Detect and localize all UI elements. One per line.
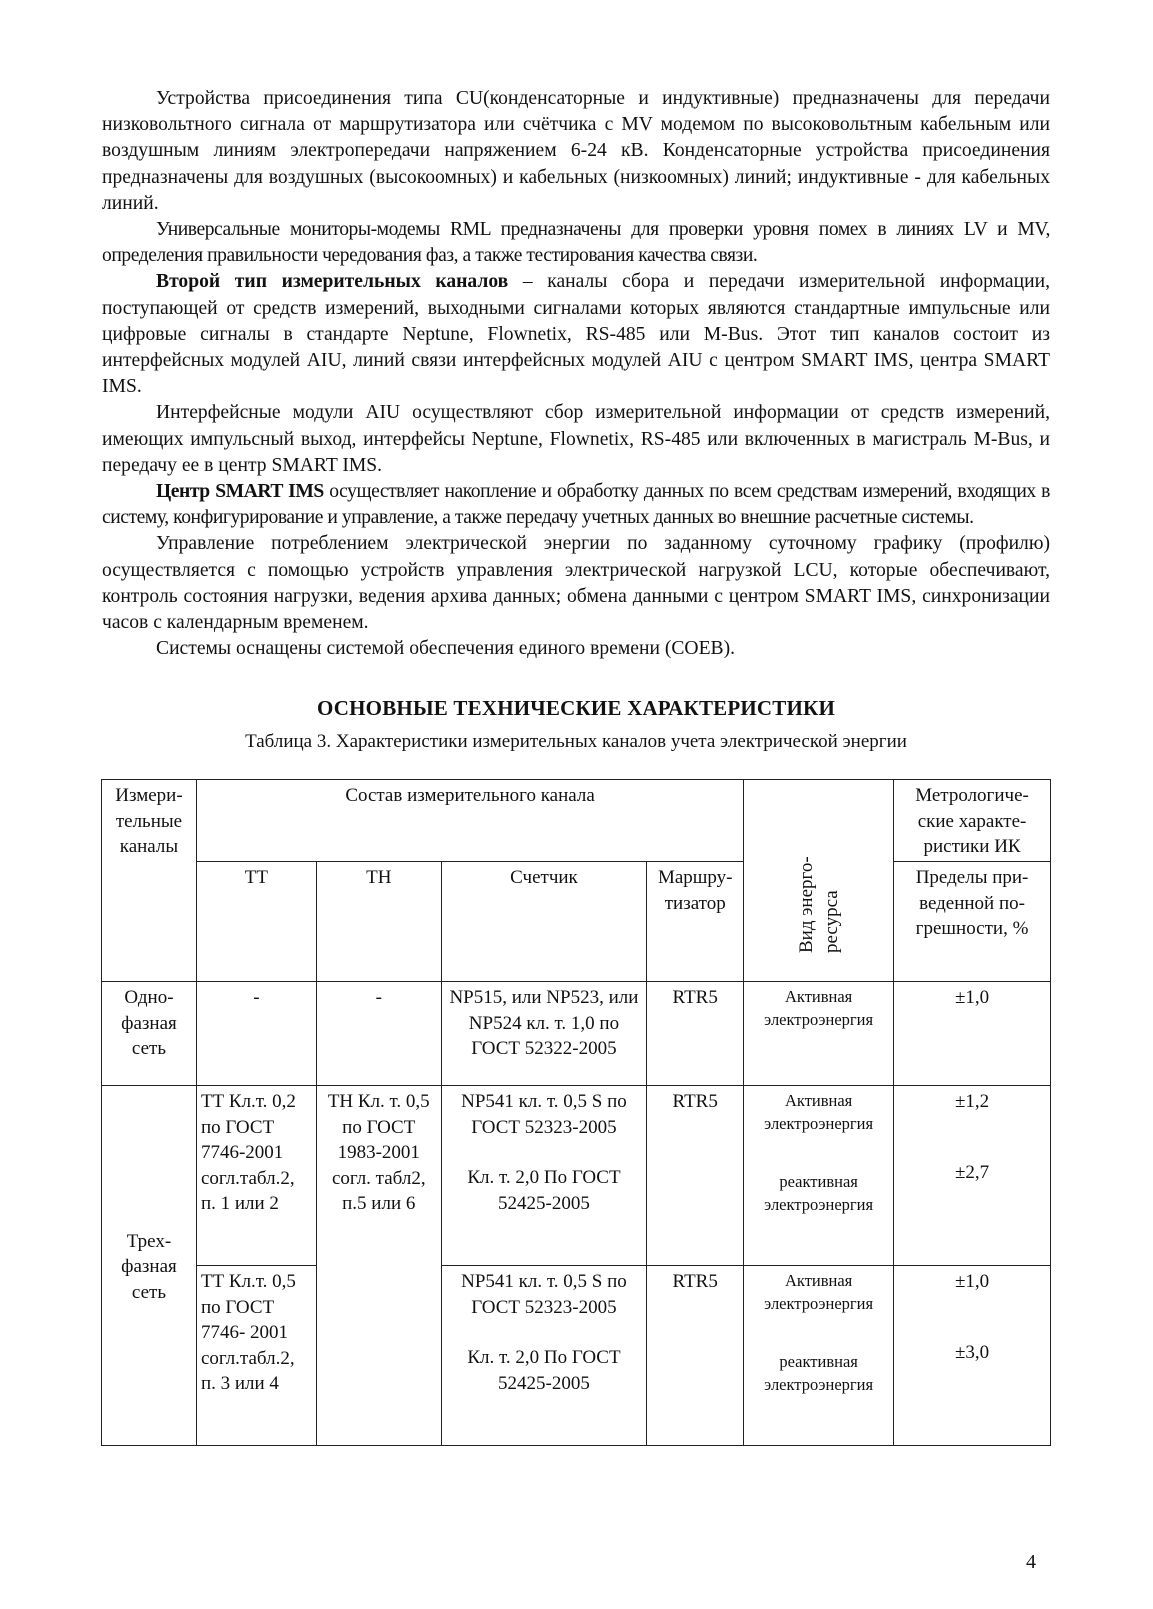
section-heading: ОСНОВНЫЕ ТЕХНИЧЕСКИЕ ХАРАКТЕРИСТИКИ xyxy=(316,696,835,721)
paragraph-second-type xyxy=(102,269,1050,400)
cell-resource xyxy=(744,1086,894,1266)
cell-error-active: ±1,2 xyxy=(954,1091,990,1112)
cell-router: RTR5 xyxy=(647,982,744,1086)
header-composition: Состав измерительного канала xyxy=(196,780,743,862)
paragraph-second-type-bold: Второй тип измерительных каналов xyxy=(156,271,509,293)
paragraph-smart-ims-text: осуществляет накопление и обработку данных по всем средствам измерений, входящих в систему, конфигурирование и управление, а также передачу учетных данных во внешние расчетные системы. xyxy=(102,481,1050,529)
header-resource-text: Вид энерго-ресурса xyxy=(795,856,842,954)
cell-tt: ТТ Кл.т. 0,5 по ГОСТ 7746- 2001 согл.табл.2, п. 3 или 4 xyxy=(196,1266,316,1446)
cell-error-reactive: ±3,0 xyxy=(954,1341,990,1363)
document-body xyxy=(102,86,1050,763)
table-row-single-phase xyxy=(102,982,1051,1086)
header-metrological: Метрологиче-ские характе-ристики ИК xyxy=(894,780,1051,862)
paragraph-time-system: Системы оснащены системой обеспечения единого времени (СОЕВ). xyxy=(156,638,736,660)
cell-error xyxy=(894,1266,1051,1446)
paragraph-smart-ims-bold: Центр SMART IMS xyxy=(156,481,324,503)
cell-error: ±1,0 xyxy=(894,982,1051,1086)
header-router: Маршру-тизатор xyxy=(647,862,744,982)
characteristics-table xyxy=(101,779,1051,1446)
cell-router: RTR5 xyxy=(647,1266,744,1446)
cell-meter-reactive: Кл. т. 2,0 По ГОСТ 52425-2005 xyxy=(467,1167,621,1214)
cell-tn: - xyxy=(316,982,441,1086)
paragraph-cu-devices: Устройства присоединения типа CU(конденсаторные и индуктивные) предназначены для передачи низковольтного сигнала от маршрутизатора или счётчика с MV модемом по высоковольтным кабельным или воздушным линиям электропередачи напряжением 6-24 кВ. Конденсаторные устройства присоединения предназначены для воздушных (высокоомных) и кабельных (низкоомных) линий; индуктивные - для кабельных линий. xyxy=(102,88,1050,214)
table-row-three-phase-b xyxy=(102,1266,1051,1446)
cell-error-active: ±1,0 xyxy=(954,1271,990,1292)
header-meter: Счетчик xyxy=(441,862,647,982)
paragraph-lcu-control: Управление потреблением электрической энергии по заданному суточному графику (профилю) осуществляется с помощью устройств управления электрической нагрузкой LCU, которые обеспечивают, контроль состояния нагрузки, ведения архива данных; обмена данными с центром SMART IMS, синхронизации часов с календарным временем. xyxy=(102,533,1050,634)
cell-meter: NP515, или NP523, или NP524 кл. т. 1,0 по ГОСТ 52322-2005 xyxy=(441,982,647,1086)
header-tt: ТТ xyxy=(196,862,316,982)
cell-resource xyxy=(744,1266,894,1446)
cell-tt: - xyxy=(196,982,316,1086)
paragraph-rml-modems: Универсальные мониторы-модемы RML предназначены для проверки уровня помех в линиях LV и MV, определения правильности чередования фаз, а также тестирования качества связи. xyxy=(102,219,1050,267)
cell-error-reactive: ±2,7 xyxy=(954,1161,990,1183)
table-caption: Таблица 3. Характеристики измерительных каналов учета электрической энергии xyxy=(245,731,907,753)
header-error-limits: Пределы при-веденной по-грешности, % xyxy=(894,862,1051,982)
cell-meter xyxy=(441,1086,647,1266)
cell-error xyxy=(894,1086,1051,1266)
header-channels: Измери-тельные каналы xyxy=(102,780,197,982)
paragraph-second-type-text: – каналы сбора и передачи измерительной информации, поступающей от средств измерений, выходными сигналами которых являются стандартные импульсные или цифровые сигналы в стандарте Neptune, Flownetix, RS-485 или M-Bus. Этот тип каналов состоит из интерфейсных модулей AIU, линий связи интерфейсных модулей AIU с центром SMART IMS, центра SMART IMS. xyxy=(102,271,1050,398)
cell-meter xyxy=(441,1266,647,1446)
paragraph-aiu-modules: Интерфейсные модули AIU осуществляют сбор измерительной информации от средств измерений, имеющих импульсный выход, интерфейсы Neptune, Flownetix, RS-485 или включенных в магистраль M-Bus, и передачу ее в центр SMART IMS. xyxy=(102,402,1050,476)
page-number: 4 xyxy=(1026,1551,1036,1573)
cell-router: RTR5 xyxy=(647,1086,744,1266)
cell-channel: Одно-фазная сеть xyxy=(102,982,197,1086)
cell-resource-active: Активная электроэнергия xyxy=(764,1271,874,1313)
paragraph-smart-ims xyxy=(102,479,1050,531)
cell-meter-active: NP541 кл. т. 0,5 S по ГОСТ 52323-2005 xyxy=(461,1271,627,1318)
cell-resource-active: Активная электроэнергия xyxy=(764,1091,874,1133)
header-tn: ТН xyxy=(316,862,441,982)
cell-resource: Активная электроэнергия xyxy=(744,982,894,1086)
cell-meter-reactive: Кл. т. 2,0 По ГОСТ 52425-2005 xyxy=(467,1347,621,1394)
table-row-three-phase-a xyxy=(102,1086,1051,1266)
cell-resource-reactive: реактивная электроэнергия xyxy=(764,1172,874,1214)
header-resource xyxy=(744,780,894,982)
cell-tn: ТН Кл. т. 0,5 по ГОСТ 1983-2001 согл. табл2, п.5 или 6 xyxy=(316,1086,441,1446)
cell-channel: Трех-фазная сеть xyxy=(102,1086,197,1446)
cell-tt: ТТ Кл.т. 0,2 по ГОСТ 7746-2001 согл.табл.2, п. 1 или 2 xyxy=(196,1086,316,1266)
cell-meter-active: NP541 кл. т. 0,5 S по ГОСТ 52323-2005 xyxy=(461,1091,627,1138)
cell-resource-reactive: реактивная электроэнергия xyxy=(764,1352,874,1394)
